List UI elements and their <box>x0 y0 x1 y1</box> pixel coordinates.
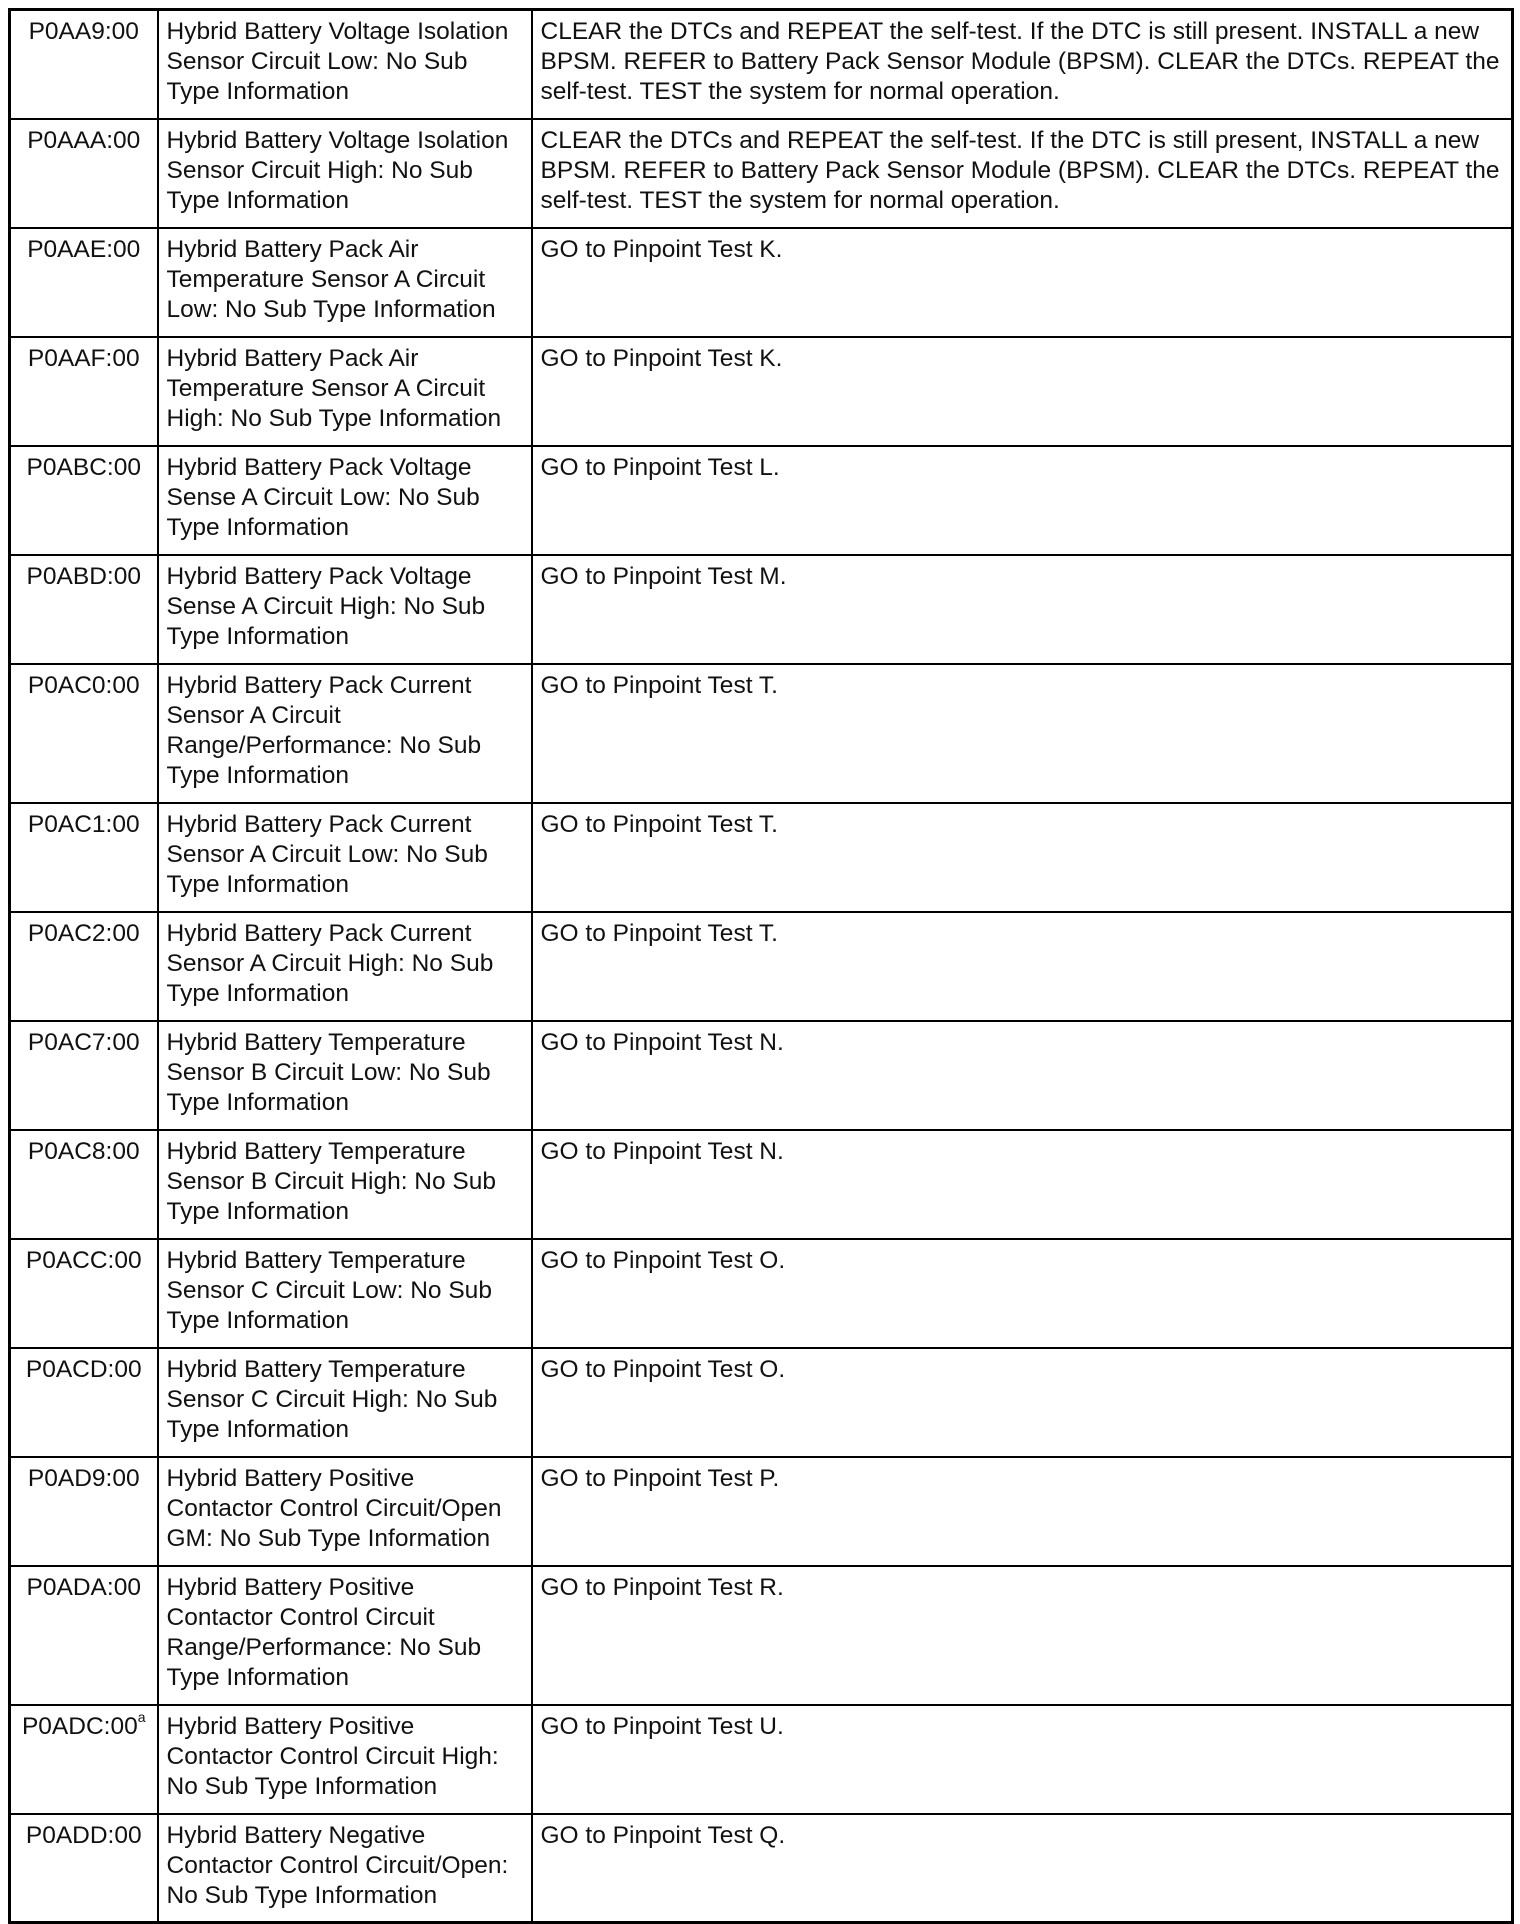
dtc-code-cell <box>10 228 158 337</box>
dtc-code-cell <box>10 1705 158 1814</box>
dtc-code: P0ADD:00 <box>25 1821 142 1849</box>
dtc-code: P0AAF:00 <box>27 344 140 372</box>
table-row <box>10 555 1513 664</box>
dtc-code-cell <box>10 119 158 228</box>
dtc-description: Hybrid Battery Pack Voltage Sense A Circuit Low: No Sub Type Information <box>158 446 532 555</box>
dtc-action: GO to Pinpoint Test T. <box>532 912 1513 1021</box>
dtc-code-cell <box>10 1021 158 1130</box>
table-row <box>10 1814 1513 1923</box>
dtc-code: P0AC8:00 <box>27 1137 140 1165</box>
dtc-description: Hybrid Battery Pack Voltage Sense A Circuit High: No Sub Type Information <box>158 555 532 664</box>
dtc-description: Hybrid Battery Temperature Sensor B Circuit High: No Sub Type Information <box>158 1130 532 1239</box>
dtc-code: P0AC1:00 <box>27 810 140 838</box>
dtc-code-cell <box>10 803 158 912</box>
dtc-action: GO to Pinpoint Test O. <box>532 1239 1513 1348</box>
table-row <box>10 1457 1513 1566</box>
dtc-action: GO to Pinpoint Test K. <box>532 228 1513 337</box>
dtc-action: GO to Pinpoint Test N. <box>532 1130 1513 1239</box>
dtc-description: Hybrid Battery Temperature Sensor C Circuit High: No Sub Type Information <box>158 1348 532 1457</box>
dtc-code: P0ABC:00 <box>26 453 141 481</box>
dtc-action: GO to Pinpoint Test T. <box>532 803 1513 912</box>
table-row <box>10 119 1513 228</box>
dtc-code: P0AD9:00 <box>27 1464 140 1492</box>
dtc-code: P0ACC:00 <box>25 1246 142 1274</box>
dtc-code-cell <box>10 10 158 119</box>
table-row <box>10 1130 1513 1239</box>
table-row <box>10 228 1513 337</box>
dtc-action: GO to Pinpoint Test L. <box>532 446 1513 555</box>
dtc-action: CLEAR the DTCs and REPEAT the self-test. If the DTC is still present, INSTALL a new BPSM. REFER to Battery Pack Sensor Module (BPSM). CLEAR the DTCs. REPEAT the self-test. TEST the system for normal operation. <box>532 119 1513 228</box>
dtc-code: P0AC0:00 <box>27 671 140 699</box>
dtc-code-cell <box>10 1814 158 1923</box>
table-row <box>10 1566 1513 1705</box>
table-row <box>10 1705 1513 1814</box>
table-row <box>10 446 1513 555</box>
dtc-action: CLEAR the DTCs and REPEAT the self-test. If the DTC is still present. INSTALL a new BPSM. REFER to Battery Pack Sensor Module (BPSM). CLEAR the DTCs. REPEAT the self-test. TEST the system for normal operation. <box>532 10 1513 119</box>
dtc-description: Hybrid Battery Negative Contactor Control Circuit/Open: No Sub Type Information <box>158 1814 532 1923</box>
table-row <box>10 803 1513 912</box>
dtc-code: P0AAA:00 <box>27 126 141 154</box>
dtc-description: Hybrid Battery Pack Current Sensor A Circuit High: No Sub Type Information <box>158 912 532 1021</box>
dtc-action: GO to Pinpoint Test N. <box>532 1021 1513 1130</box>
dtc-action: GO to Pinpoint Test T. <box>532 664 1513 803</box>
dtc-code: P0ACD:00 <box>25 1355 142 1383</box>
dtc-description: Hybrid Battery Pack Air Temperature Sensor A Circuit Low: No Sub Type Information <box>158 228 532 337</box>
dtc-code-cell <box>10 1566 158 1705</box>
dtc-code: P0AA9:00 <box>28 18 139 45</box>
table-row <box>10 10 1513 119</box>
dtc-code-cell <box>10 664 158 803</box>
dtc-code: P0AC2:00 <box>27 919 140 947</box>
dtc-code: P0ADA:00 <box>26 1573 141 1601</box>
dtc-description: Hybrid Battery Pack Air Temperature Sensor A Circuit High: No Sub Type Information <box>158 337 532 446</box>
dtc-action: GO to Pinpoint Test M. <box>532 555 1513 664</box>
table-row <box>10 337 1513 446</box>
dtc-description: Hybrid Battery Voltage Isolation Sensor Circuit High: No Sub Type Information <box>158 119 532 228</box>
table-row <box>10 664 1513 803</box>
dtc-description: Hybrid Battery Positive Contactor Control Circuit/Open GM: No Sub Type Information <box>158 1457 532 1566</box>
dtc-code-cell <box>10 1457 158 1566</box>
dtc-table <box>8 8 1514 1924</box>
dtc-footnote-marker: a <box>137 1709 146 1726</box>
dtc-action: GO to Pinpoint Test P. <box>532 1457 1513 1566</box>
dtc-action: GO to Pinpoint Test U. <box>532 1705 1513 1814</box>
dtc-description: Hybrid Battery Temperature Sensor C Circuit Low: No Sub Type Information <box>158 1239 532 1348</box>
dtc-code: P0ADC:00 <box>21 1712 138 1740</box>
dtc-code-cell <box>10 1239 158 1348</box>
dtc-action: GO to Pinpoint Test Q. <box>532 1814 1513 1923</box>
dtc-code-cell <box>10 446 158 555</box>
dtc-description: Hybrid Battery Positive Contactor Control Circuit High: No Sub Type Information <box>158 1705 532 1814</box>
dtc-action: GO to Pinpoint Test O. <box>532 1348 1513 1457</box>
dtc-action: GO to Pinpoint Test K. <box>532 337 1513 446</box>
table-row <box>10 1021 1513 1130</box>
dtc-code-cell <box>10 555 158 664</box>
dtc-code: P0ABD:00 <box>26 562 141 590</box>
table-row <box>10 912 1513 1021</box>
dtc-code-cell <box>10 1130 158 1239</box>
dtc-description: Hybrid Battery Pack Current Sensor A Circuit Low: No Sub Type Information <box>158 803 532 912</box>
dtc-code-cell <box>10 337 158 446</box>
dtc-code: P0AAE:00 <box>27 235 141 263</box>
dtc-description: Hybrid Battery Temperature Sensor B Circuit Low: No Sub Type Information <box>158 1021 532 1130</box>
dtc-code-cell <box>10 912 158 1021</box>
dtc-description: Hybrid Battery Pack Current Sensor A Circuit Range/Performance: No Sub Type Information <box>158 664 532 803</box>
dtc-description: Hybrid Battery Positive Contactor Control Circuit Range/Performance: No Sub Type Information <box>158 1566 532 1705</box>
table-row <box>10 1239 1513 1348</box>
dtc-code: P0AC7:00 <box>27 1028 140 1056</box>
dtc-code-cell <box>10 1348 158 1457</box>
dtc-action: GO to Pinpoint Test R. <box>532 1566 1513 1705</box>
table-row <box>10 1348 1513 1457</box>
dtc-description: Hybrid Battery Voltage Isolation Sensor Circuit Low: No Sub Type Information <box>158 10 532 119</box>
